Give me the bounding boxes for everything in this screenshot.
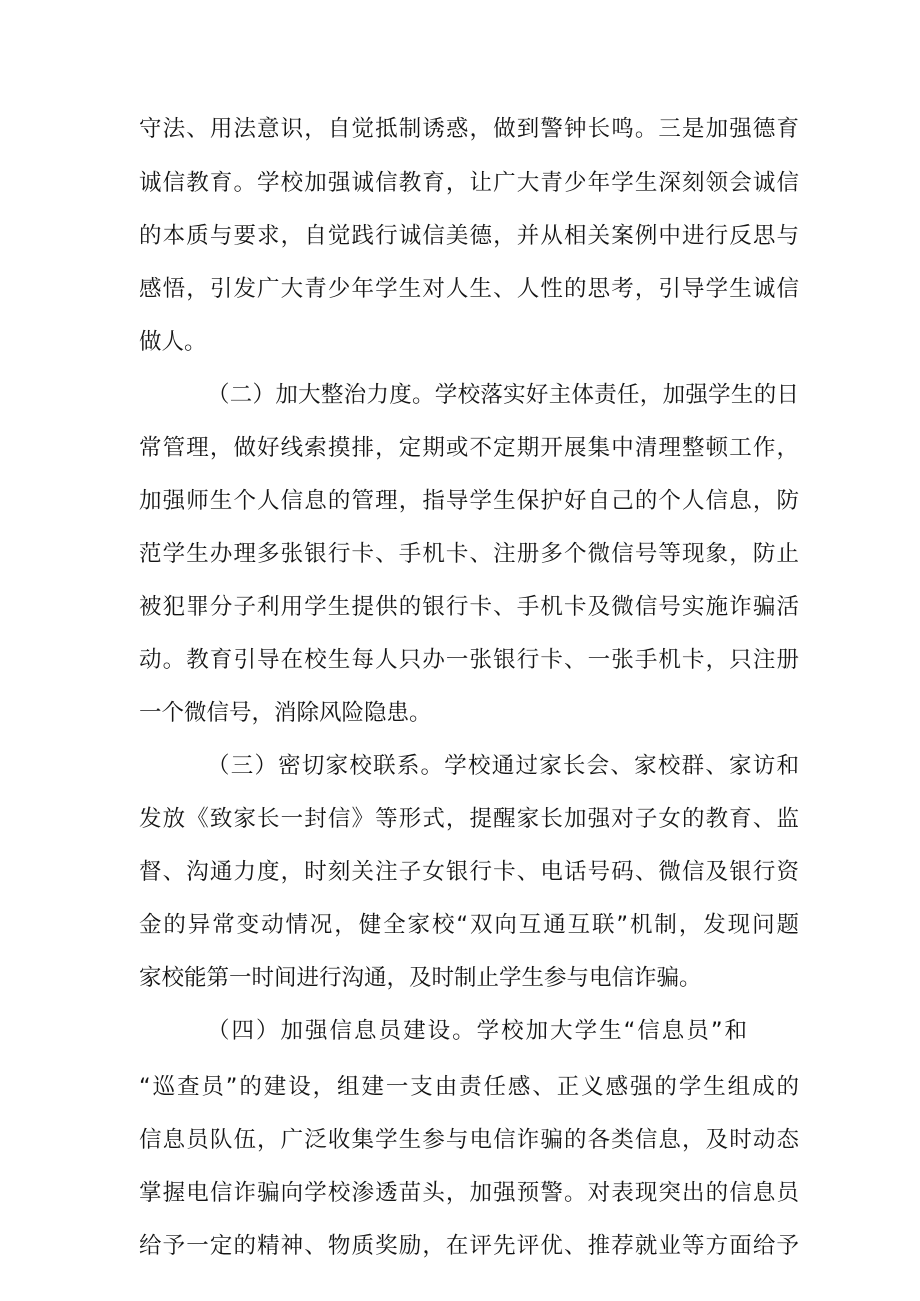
text-line: 加强师生个人信息的管理，指导学生保护好自己的个人信息，防: [139, 488, 799, 514]
text-line: 掌握电信诈骗向学校渗透苗头，加强预警。对表现突出的信息员: [139, 1180, 799, 1206]
text-line: （三）密切家校联系。学校通过家长会、家校群、家访和: [207, 753, 799, 779]
text-line: 发放《致家长一封信》等形式，提醒家长加强对子女的教育、监: [139, 806, 799, 832]
text-line: 常管理，做好线索摸排，定期或不定期开展集中清理整顿工作，: [139, 435, 799, 461]
text-line: 家校能第一时间进行沟通，及时制止学生参与电信诈骗。: [139, 965, 702, 991]
text-line: 信息员队伍，广泛收集学生参与电信诈骗的各类信息，及时动态: [139, 1127, 799, 1153]
text-line: 督、沟通力度，时刻关注子女银行卡、电话号码、微信及银行资: [139, 859, 799, 885]
text-line: 做人。: [139, 329, 207, 355]
text-line: 一个微信号，消除风险隐患。: [139, 700, 432, 726]
text-line: 范学生办理多张银行卡、手机卡、注册多个微信号等现象，防止: [139, 541, 799, 567]
text-line: 的本质与要求，自觉践行诚信美德，并从相关案例中进行反思与: [139, 223, 799, 249]
text-line: 守法、用法意识，自觉抵制诱惑，做到警钟长鸣。三是加强德育: [139, 116, 799, 142]
text-line: 金的异常变动情况，健全家校“双向互通互联”机制，发现问题: [139, 912, 799, 938]
text-line: 被犯罪分子利用学生提供的银行卡、手机卡及微信号实施诈骗活: [139, 594, 799, 620]
text-line: 感悟，引发广大青少年学生对人生、人性的思考，引导学生诚信: [139, 276, 799, 302]
text-line: 诚信教育。学校加强诚信教育，让广大青少年学生深刻领会诚信: [139, 170, 799, 196]
text-line: “巡查员”的建设，组建一支由责任感、正义感强的学生组成的: [139, 1074, 799, 1100]
text-line: 动。教育引导在校生每人只办一张银行卡、一张手机卡，只注册: [139, 647, 799, 673]
text-line: （二）加大整治力度。学校落实好主体责任，加强学生的日: [207, 382, 799, 408]
text-line: 给予一定的精神、物质奖励，在评先评优、推荐就业等方面给予: [139, 1233, 799, 1259]
text-line: （四）加强信息员建设。学校加大学生“信息员”和: [207, 1018, 747, 1044]
